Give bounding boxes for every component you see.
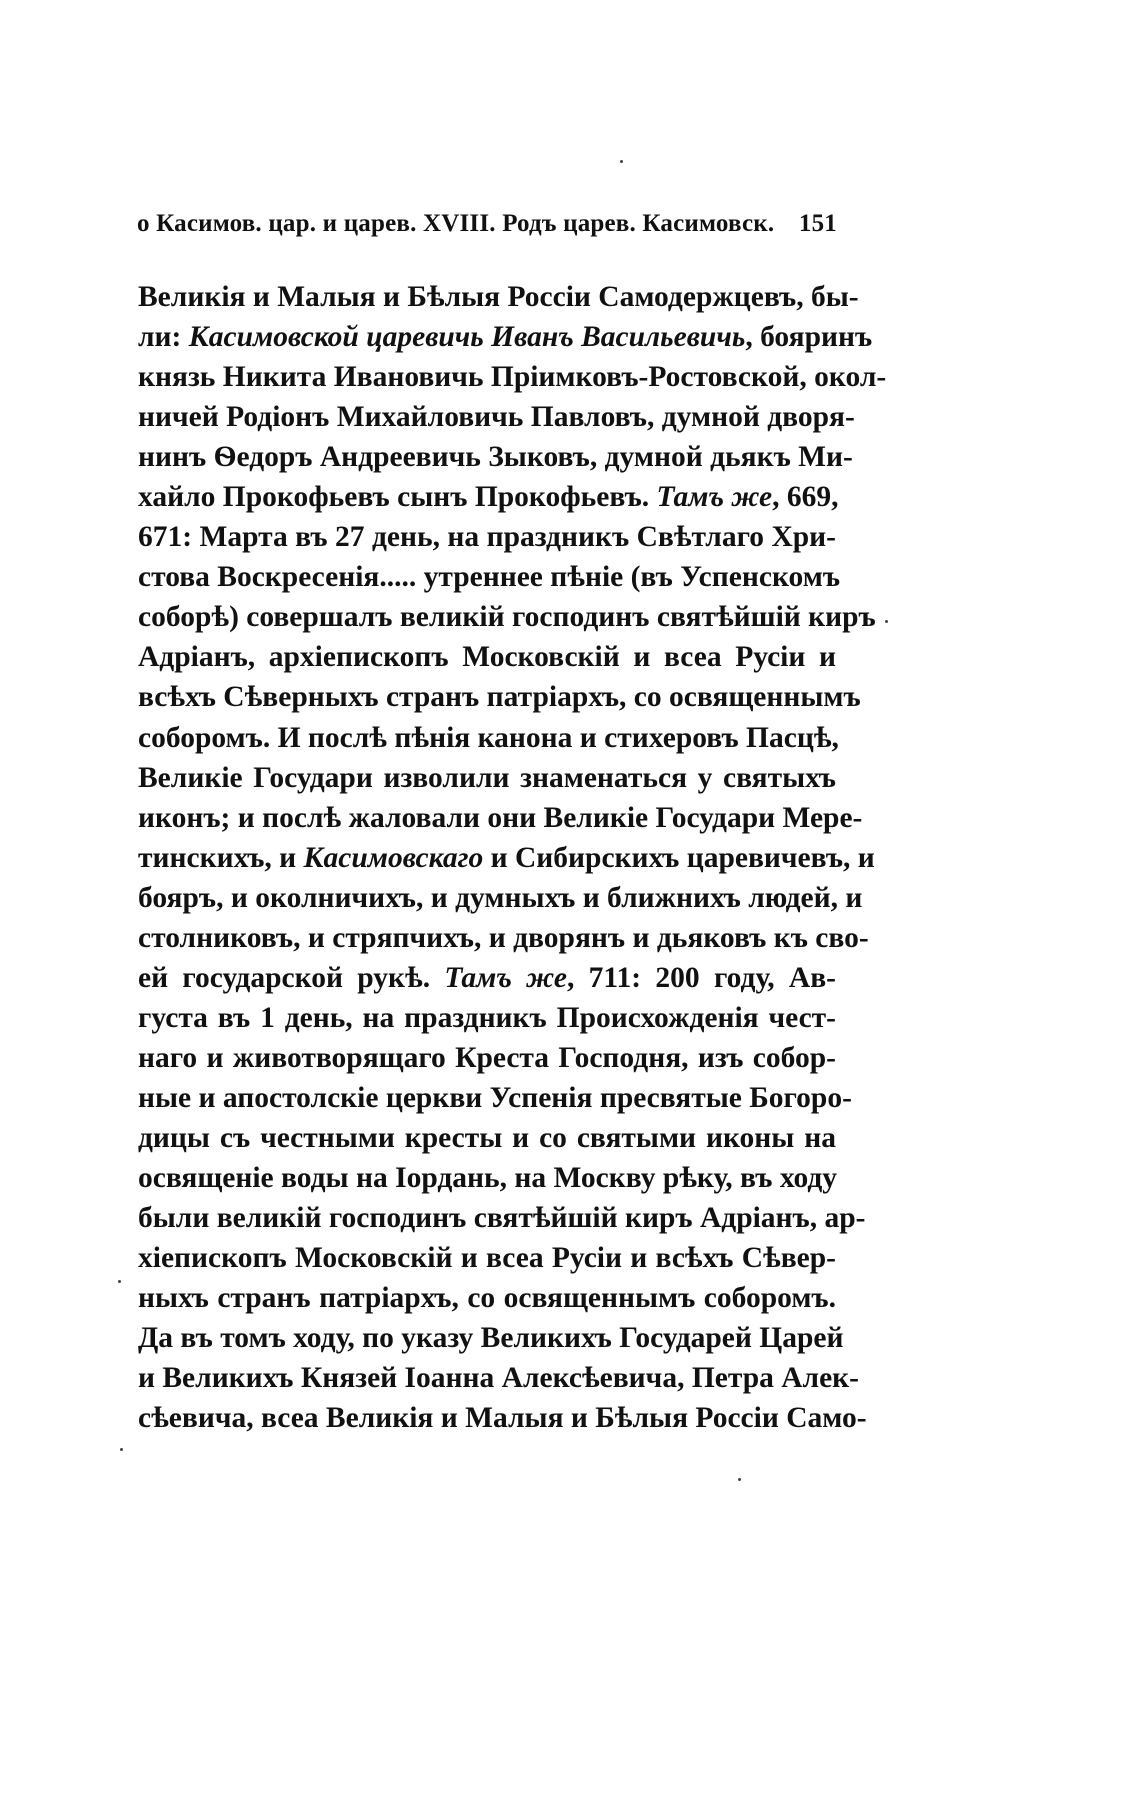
text-line: [138, 958, 836, 998]
text-line: [138, 838, 875, 878]
text-run: освященіе воды на Іордань, на Москву рѣку, въ ходу: [138, 1162, 838, 1195]
text-run: густа въ 1 день, на праздникъ Происхожденія чест-: [138, 1001, 836, 1034]
text-line: [138, 677, 861, 717]
text-line: [138, 437, 853, 477]
text-line: [138, 1038, 836, 1078]
text-line: [138, 277, 859, 317]
text-run: ные и апостолскіе церкви Успенія пресвятые Богоро-: [138, 1081, 852, 1114]
italic-citation: Касимовской царевичь Иванъ Васильевичь: [188, 321, 746, 354]
text-run: соборомъ. И послѣ пѣнія канона и стихеровъ Пасцѣ,: [138, 721, 839, 754]
text-run: 671: Марта въ 27 день, на праздникъ Свѣтлаго Хри-: [138, 521, 836, 554]
scan-speck: [620, 160, 623, 163]
text-run: Да въ томъ ходу, по указу Великихъ Государей Царей: [138, 1322, 844, 1355]
text-line: [138, 758, 836, 798]
italic-citation: Тамъ же: [444, 961, 567, 994]
text-line: [138, 1158, 836, 1198]
page-header: [137, 210, 837, 250]
text-line: [138, 477, 839, 517]
italic-citation: Тамъ же: [656, 481, 773, 514]
text-run: , 711: 200 году, Ав-: [566, 961, 836, 994]
text-line: [138, 1318, 844, 1358]
scan-speck: [120, 1448, 123, 1451]
text-line: [138, 718, 839, 758]
text-run: стова Воскресенія..... утреннее пѣніе (въ Успенскомъ: [138, 561, 841, 594]
text-line: [138, 998, 836, 1038]
text-line: [138, 1358, 860, 1398]
text-run: и Сибирскихъ царевичевъ, и: [483, 841, 875, 874]
text-run: иконъ; и послѣ жаловали они Великіе Государи Мере-: [138, 801, 863, 834]
page-number: 151: [798, 210, 837, 237]
text-line: [138, 317, 873, 357]
text-run: соборѣ) совершалъ великій господинъ святѣйшій киръ: [138, 601, 876, 634]
running-head: о Касимов. цар. и царев. XVIII. Родъ царев. Касимовск.: [137, 210, 775, 237]
text-line: [138, 1078, 852, 1118]
text-line: [138, 517, 836, 557]
text-run: наго и животворящаго Креста Господня, изъ собор-: [138, 1041, 836, 1074]
text-line: [138, 637, 836, 677]
text-run: всѣхъ Сѣверныхъ странъ патріархъ, со освященнымъ: [138, 681, 861, 714]
text-line: [138, 1278, 836, 1318]
text-run: князь Никита Ивановичь Пріимковъ-Ростовской, окол-: [138, 361, 887, 394]
scan-speck: [885, 620, 888, 623]
text-run: , 669,: [772, 481, 839, 514]
text-run: Великія и Малыя и Бѣлыя Россіи Самодержцевъ, бы-: [138, 281, 859, 313]
text-run: хіепископъ Московскій и всеа Русіи и всѣхъ Сѣвер-: [138, 1242, 836, 1275]
text-run: , бояринъ: [745, 321, 873, 354]
italic-citation: Касимовскаго: [303, 841, 484, 874]
text-run: хайло Прокофьевъ сынъ Прокофьевъ.: [138, 481, 657, 514]
text-run: и Великихъ Князей Іоанна Алексѣевича, Петра Алек-: [138, 1362, 860, 1395]
text-line: [138, 1198, 866, 1238]
text-line: [138, 557, 841, 597]
text-line: [138, 597, 876, 637]
text-line: [138, 878, 863, 918]
text-run: ныхъ странъ патріархъ, со освященнымъ соборомъ.: [138, 1282, 836, 1315]
text-run: были великій господинъ святѣйшій киръ Адріанъ, ар-: [138, 1202, 866, 1235]
text-line: [138, 397, 855, 437]
text-run: ничей Родіонъ Михайловичь Павловъ, думной дворя-: [138, 401, 855, 434]
text-run: ей государской рукѣ.: [138, 961, 445, 994]
body-text: [138, 277, 887, 1438]
text-run: бояръ, и околничихъ, и думныхъ и ближнихъ людей, и: [138, 881, 863, 914]
text-run: тинскихъ, и: [138, 841, 304, 874]
text-run: дицы съ честными кресты и со святыми иконы на: [138, 1121, 836, 1154]
text-line: [138, 1238, 836, 1278]
text-line: [138, 1398, 867, 1438]
text-run: Великіе Государи изволили знаменаться у святыхъ: [138, 761, 836, 794]
scan-speck: [118, 1280, 121, 1283]
scan-speck: [738, 1478, 741, 1481]
text-line: [138, 1118, 836, 1158]
text-run: ли:: [138, 321, 189, 354]
text-line: [138, 357, 887, 397]
text-line: [138, 918, 869, 958]
text-run: нинъ Ѳедоръ Андреевичь Зыковъ, думной дьякъ Ми-: [138, 441, 853, 474]
text-run: сѣевича, всеа Великія и Малыя и Бѣлыя Россіи Само-: [138, 1402, 867, 1435]
text-line: [138, 798, 863, 838]
text-run: Адріанъ, архіепископъ Московскій и всеа Русіи и: [138, 641, 836, 674]
text-run: столниковъ, и стряпчихъ, и дворянъ и дьяковъ къ сво-: [138, 921, 869, 954]
